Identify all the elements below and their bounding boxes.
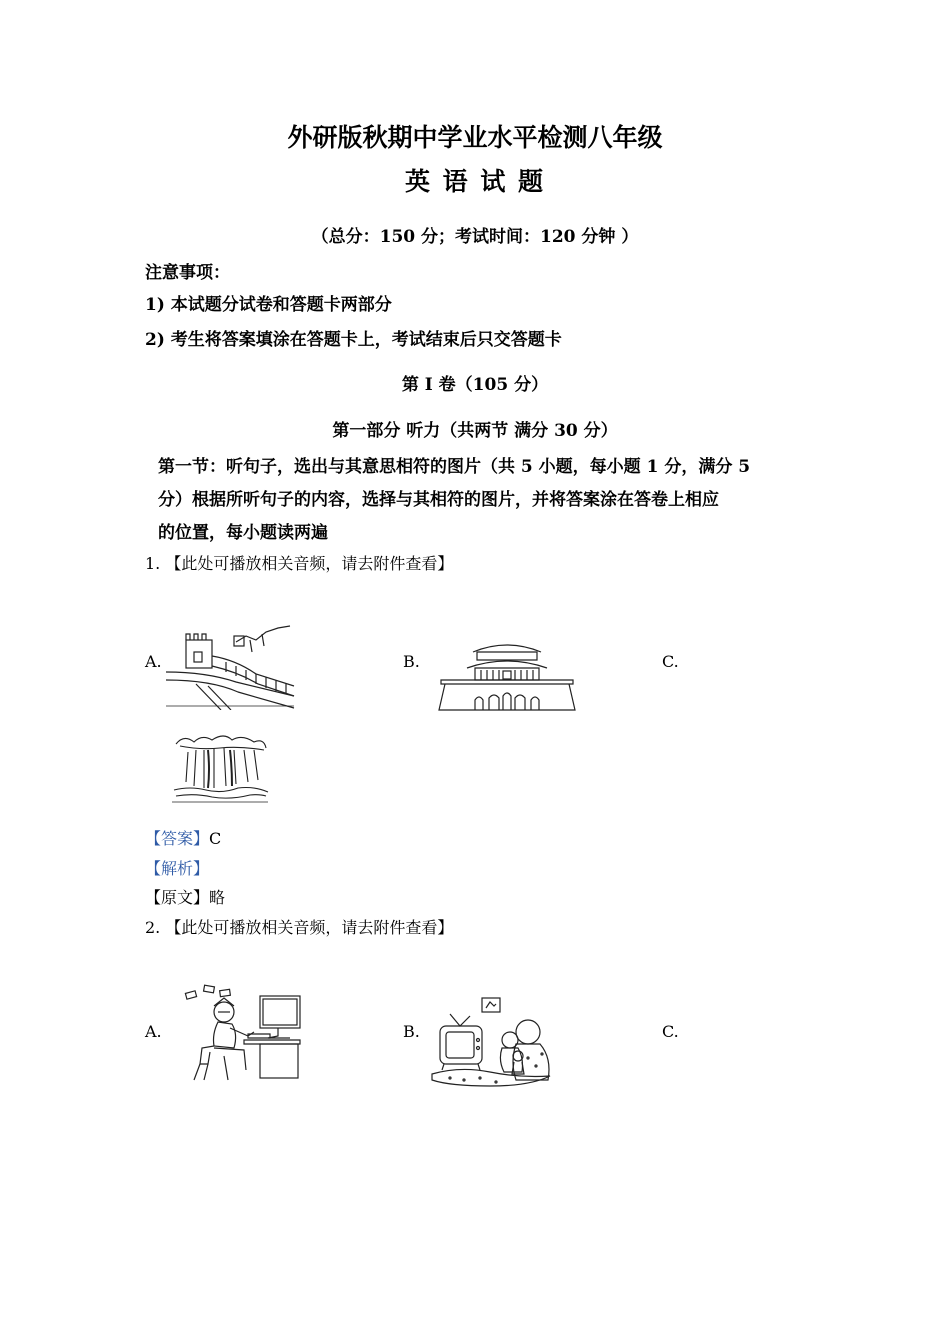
question-number: 1. — [145, 554, 161, 573]
q1-answer — [145, 826, 221, 849]
q1-option-a-label: A. — [145, 652, 162, 671]
question-1 — [145, 551, 453, 574]
original-label: 【原文】 — [145, 888, 210, 907]
q1-option-b-label: B. — [403, 652, 420, 671]
page-subtitle: 英 语 试 题 — [404, 167, 546, 196]
family-watching-tv-illustration — [430, 996, 554, 1088]
original-value: 略 — [209, 888, 226, 907]
section1-line-1: 第一节：听句子，选出与其意思相符的图片（共 5 小题，每小题 1 分，满分 5 — [158, 457, 751, 477]
q2-option-a-label: A. — [145, 1022, 162, 1041]
notice-item-1: 1) 本试题分试卷和答题卡两部分 — [145, 295, 392, 315]
q2-option-b-label: B. — [403, 1022, 420, 1041]
notice-item-2: 2) 考生将答案填涂在答题卡上，考试结束后只交答题卡 — [145, 330, 562, 350]
person-at-computer-illustration — [184, 984, 304, 1082]
audio-prompt[interactable]: 【此处可播放相关音频，请去附件查看】 — [165, 918, 454, 937]
q1-option-c-label: C. — [662, 652, 679, 671]
section1-line-3: 的位置，每小题读两遍 — [158, 523, 328, 543]
notice-heading: 注意事项： — [145, 263, 230, 283]
audio-prompt[interactable]: 【此处可播放相关音频，请去附件查看】 — [165, 554, 454, 573]
section1-line-2: 分）根据所听句子的内容，选择与其相符的图片，并将答案涂在答卷上相应 — [158, 490, 719, 510]
answer-value: C — [209, 829, 222, 848]
great-wall-illustration — [166, 622, 296, 710]
q1-original — [145, 885, 225, 908]
waterfall-illustration — [170, 730, 270, 804]
part1-heading: 第一部分 听力（共两节 满分 30 分） — [332, 421, 618, 441]
question-2 — [145, 915, 453, 938]
q1-analysis-label: 【解析】 — [145, 859, 210, 878]
question-number: 2. — [145, 918, 161, 937]
answer-label: 【答案】 — [145, 829, 210, 848]
tiananmen-illustration — [437, 640, 577, 712]
volume-heading: 第 I 卷（105 分） — [401, 375, 549, 395]
q2-option-c-label: C. — [662, 1022, 679, 1041]
score-info: （总分：150 分；考试时间：120 分钟 ） — [311, 227, 639, 247]
page-title: 外研版秋期中学业水平检测八年级 — [287, 123, 663, 152]
